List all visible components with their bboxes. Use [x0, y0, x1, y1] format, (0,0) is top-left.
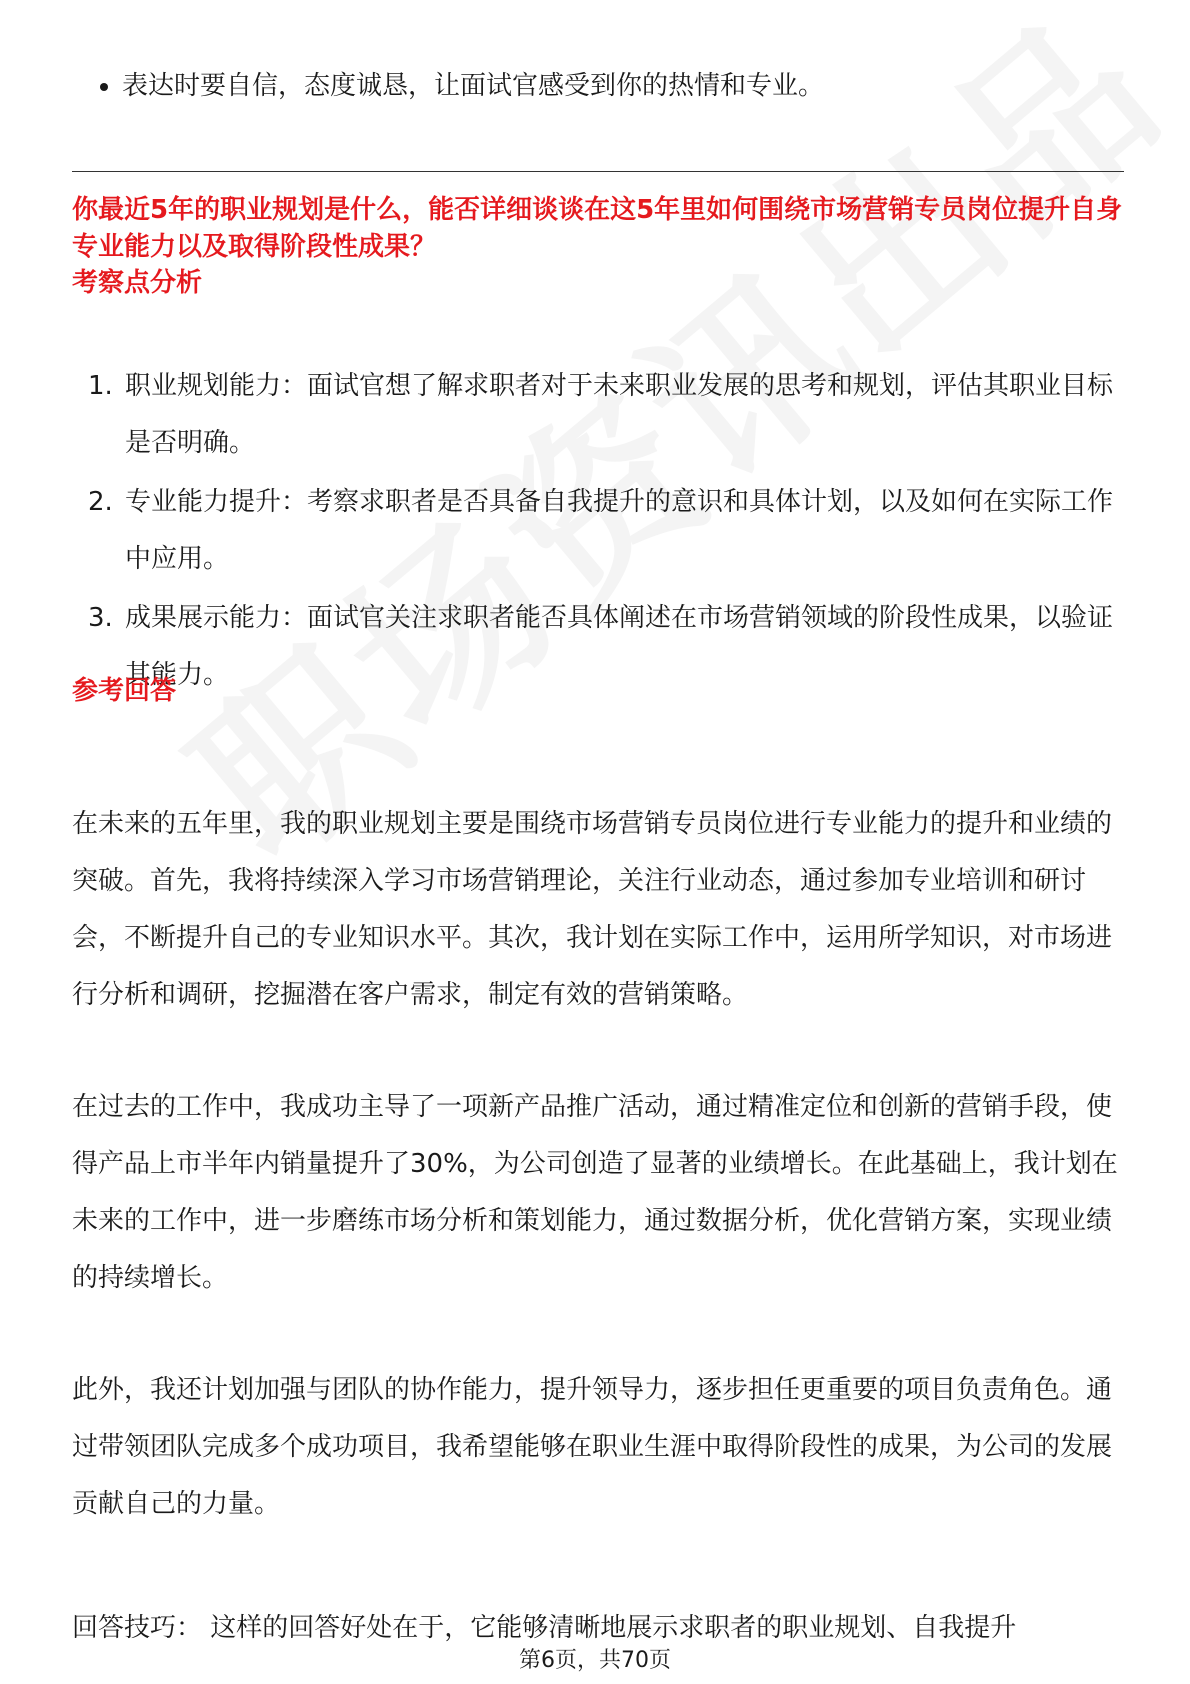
bullet-item: • 表达时要自信，态度诚恳，让面试官感受到你的热情和专业。 — [122, 66, 824, 106]
bullet-list — [100, 66, 824, 106]
answer-tip: 回答技巧： 这样的回答好处在于，它能够清晰地展示求职者的职业规划、自我提升 — [72, 1613, 1017, 1643]
analysis-list — [72, 358, 1124, 706]
analysis-item — [72, 474, 1124, 588]
analysis-heading: 考察点分析 — [72, 268, 203, 298]
analysis-item-text: 专业能力提升：考察求职者是否具备自我提升的意识和具体计划，以及如何在实际工作中应用。 — [125, 487, 1114, 574]
analysis-item-number: 1. — [88, 371, 113, 401]
answer-body — [72, 796, 1124, 1588]
answer-paragraph: 在过去的工作中，我成功主导了一项新产品推广活动，通过精准定位和创新的营销手段，使得产品上市半年内销量提升了30%，为公司创造了显著的业绩增长。在此基础上，我计划在未来的工作中，进一步磨练市场分析和策划能力，通过数据分析，优化营销方案，实现业绩的持续增长。 — [72, 1092, 1118, 1293]
page-number: 第6页，共70页 — [519, 1648, 671, 1673]
answer-heading: 参考回答 — [72, 676, 177, 706]
answer-paragraph: 此外，我还计划加强与团队的协作能力，提升领导力，逐步担任更重要的项目负责角色。通过带领团队完成多个成功项目，我希望能够在职业生涯中取得阶段性的成果，为公司的发展贡献自己的力量。 — [72, 1375, 1113, 1519]
section-divider — [72, 171, 1124, 172]
analysis-item-text: 成果展示能力：面试官关注求职者能否具体阐述在市场营销领域的阶段性成果，以验证其能力。 — [125, 603, 1114, 690]
question-heading: 你最近5年的职业规划是什么，能否详细谈谈在这5年里如何围绕市场营销专员岗位提升自身专业能力以及取得阶段性成果？ — [72, 195, 1123, 262]
analysis-item — [72, 358, 1124, 472]
analysis-item-number: 2. — [88, 487, 113, 517]
answer-paragraph: 在未来的五年里，我的职业规划主要是围绕市场营销专员岗位进行专业能力的提升和业绩的突破。首先，我将持续深入学习市场营销理论，关注行业动态，通过参加专业培训和研讨会，不断提升自己的专业知识水平。其次，我计划在实际工作中，运用所学知识，对市场进行分析和调研，挖掘潜在客户需求，制定有效的营销策略。 — [72, 809, 1113, 1010]
analysis-item — [72, 590, 1124, 704]
analysis-item-number: 3. — [88, 603, 113, 633]
analysis-item-text: 职业规划能力：面试官想了解求职者对于未来职业发展的思考和规划，评估其职业目标是否明确。 — [125, 371, 1114, 458]
